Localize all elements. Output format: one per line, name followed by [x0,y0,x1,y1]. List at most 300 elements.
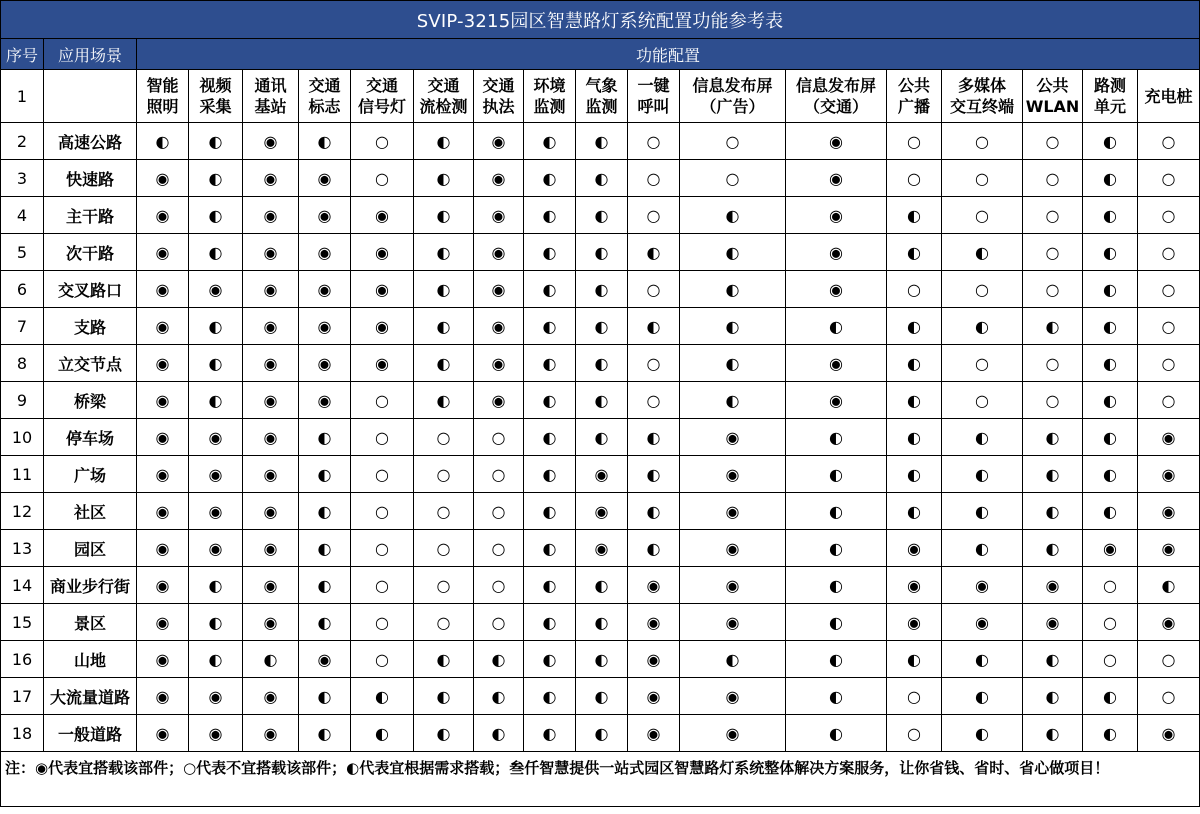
config-mark: ○ [1138,197,1200,234]
config-mark: ◉ [576,456,628,493]
config-mark: ◐ [887,493,942,530]
config-mark: ○ [351,530,414,567]
config-mark: ○ [351,604,414,641]
config-mark: ◐ [680,197,786,234]
config-mark: ○ [1138,382,1200,419]
config-mark: ◐ [414,345,474,382]
config-mark: ◉ [137,160,189,197]
config-mark: ○ [680,123,786,160]
config-mark: ◐ [351,678,414,715]
config-mark: ◐ [942,641,1023,678]
config-mark: ◉ [299,308,351,345]
config-mark: ◉ [189,715,243,752]
config-mark: ◉ [243,271,299,308]
config-mark: ◉ [786,345,887,382]
config-mark: ◉ [243,382,299,419]
config-mark: ◐ [1023,715,1083,752]
config-mark: ◐ [680,308,786,345]
column-header-line2: 广播 [897,97,930,116]
config-mark: ◐ [1023,308,1083,345]
config-header: 功能配置 [137,39,1200,70]
config-mark: ◐ [786,493,887,530]
config-mark: ◐ [786,308,887,345]
config-mark: ◉ [474,271,524,308]
config-mark: ◉ [680,604,786,641]
config-mark: ◐ [1083,715,1138,752]
column-header-line2: 基站 [254,97,287,116]
row-seq: 10 [1,419,44,456]
config-mark: ◉ [299,382,351,419]
config-mark: ◐ [576,567,628,604]
config-mark: ◐ [887,308,942,345]
config-mark: ◉ [474,308,524,345]
column-header-line1: 交通 [482,76,515,95]
config-mark: ◐ [1083,345,1138,382]
config-mark: ◐ [189,567,243,604]
config-mark: ◉ [1083,530,1138,567]
config-mark: ◐ [942,419,1023,456]
config-mark: ○ [628,197,680,234]
row-scene: 广场 [44,456,137,493]
config-mark: ◉ [243,160,299,197]
config-mark: ◉ [137,234,189,271]
config-mark: ◉ [474,345,524,382]
config-mark: ◐ [524,567,576,604]
row-one-number: 1 [1,70,44,123]
config-mark: ◐ [1083,197,1138,234]
config-mark: ◐ [414,715,474,752]
column-header-line2: WLAN [1025,97,1080,116]
config-mark: ◉ [299,641,351,678]
config-mark: ◐ [1023,641,1083,678]
column-header-line1: 环境 [533,76,566,95]
config-mark: ◉ [137,197,189,234]
config-mark: ◐ [786,715,887,752]
config-mark: ◐ [1083,678,1138,715]
table-row [1,715,1200,752]
config-mark: ◐ [299,493,351,530]
table-row [1,604,1200,641]
column-header [524,70,576,123]
config-mark: ◐ [887,419,942,456]
config-mark: ◐ [299,604,351,641]
config-mark: ◉ [243,123,299,160]
table-title: SVIP-3215园区智慧路灯系统配置功能参考表 [1,1,1200,39]
table-row [1,678,1200,715]
config-mark: ○ [474,419,524,456]
column-header [299,70,351,123]
config-mark: ◐ [887,234,942,271]
config-mark: ○ [474,567,524,604]
config-mark: ◐ [1083,456,1138,493]
config-mark: ○ [414,567,474,604]
config-mark: ◐ [887,456,942,493]
config-mark: ◉ [786,382,887,419]
row-scene: 高速公路 [44,123,137,160]
config-mark: ◐ [786,456,887,493]
config-mark: ◉ [137,382,189,419]
config-mark: ◐ [1083,234,1138,271]
column-header-line2: 执法 [482,97,515,116]
config-mark: ◉ [680,715,786,752]
config-mark: ◉ [628,678,680,715]
config-mark: ◐ [414,234,474,271]
config-mark: ○ [1023,234,1083,271]
config-mark: ○ [474,530,524,567]
config-mark: ◐ [942,530,1023,567]
config-mark: ◐ [1023,419,1083,456]
config-mark: ○ [942,160,1023,197]
config-mark: ◉ [786,123,887,160]
column-header-line1: 交通 [427,76,460,95]
config-mark: ◐ [524,456,576,493]
config-mark: ○ [942,382,1023,419]
config-mark: ◐ [576,604,628,641]
config-mark: ◉ [137,715,189,752]
config-mark: ◉ [1138,604,1200,641]
table-row [1,382,1200,419]
config-mark: ◉ [243,715,299,752]
config-mark: ◐ [786,641,887,678]
column-header-line1: 公共 [1036,76,1069,95]
config-mark: ◐ [299,530,351,567]
config-mark: ◉ [137,271,189,308]
column-header [887,70,942,123]
config-mark: ○ [1083,604,1138,641]
config-mark: ◉ [243,604,299,641]
config-mark: ◉ [189,419,243,456]
config-mark: ◐ [299,678,351,715]
config-mark: ◐ [189,197,243,234]
config-mark: ○ [474,604,524,641]
config-mark: ◉ [189,456,243,493]
column-header-line1: 公共 [897,76,930,95]
config-mark: ◐ [680,345,786,382]
config-mark: ◐ [1083,493,1138,530]
config-mark: ○ [628,382,680,419]
config-mark: ◉ [137,308,189,345]
column-header-line1: 充电桩 [1144,86,1193,106]
config-mark: ◐ [414,123,474,160]
seq-header: 序号 [1,39,44,70]
column-header-line2: 呼叫 [637,97,670,116]
column-header [189,70,243,123]
config-mark: ◉ [299,271,351,308]
column-header [474,70,524,123]
config-mark: ◉ [243,493,299,530]
config-mark: ◐ [576,123,628,160]
column-header-line1: 视频 [199,76,232,95]
config-mark: ◐ [786,604,887,641]
row-seq: 17 [1,678,44,715]
config-mark: ○ [942,345,1023,382]
config-mark: ◉ [474,197,524,234]
config-mark: ◐ [474,641,524,678]
column-header [414,70,474,123]
config-mark: ◐ [1083,308,1138,345]
config-mark: ◐ [414,197,474,234]
config-mark: ◉ [680,678,786,715]
config-mark: ◐ [1083,382,1138,419]
config-mark: ◉ [680,493,786,530]
config-mark: ◐ [1083,160,1138,197]
column-header-line2: 单元 [1093,97,1126,116]
config-mark: ◐ [942,234,1023,271]
config-mark: ◐ [942,715,1023,752]
config-mark: ○ [1138,234,1200,271]
row-seq: 7 [1,308,44,345]
config-mark: ◉ [1023,567,1083,604]
column-header [942,70,1023,123]
column-header-line2: 交互终端 [949,97,1014,116]
row-scene: 园区 [44,530,137,567]
config-mark: ◐ [474,678,524,715]
config-mark: ◐ [576,271,628,308]
config-mark: ◉ [786,234,887,271]
row-scene: 桥梁 [44,382,137,419]
config-mark: ◉ [786,271,887,308]
config-mark: ◐ [942,678,1023,715]
config-mark: ◉ [137,604,189,641]
config-mark: ◐ [576,382,628,419]
row-scene: 社区 [44,493,137,530]
config-mark: ○ [1023,197,1083,234]
column-header [786,70,887,123]
column-header [1138,70,1200,123]
column-header-line1: 交通 [365,76,398,95]
config-mark: ◐ [524,530,576,567]
row-seq: 6 [1,271,44,308]
table-row [1,271,1200,308]
config-mark: ◉ [137,419,189,456]
config-mark: ○ [887,160,942,197]
row-seq: 4 [1,197,44,234]
config-mark: ◉ [680,530,786,567]
config-mark: ◉ [1138,419,1200,456]
config-mark: ◐ [628,308,680,345]
config-mark: ◉ [189,271,243,308]
row-scene: 停车场 [44,419,137,456]
row-scene: 快速路 [44,160,137,197]
config-mark: ◉ [786,197,887,234]
column-header-line2: 标志 [308,97,341,116]
row-seq: 11 [1,456,44,493]
column-header-line1: 通讯 [254,76,287,95]
config-mark: ◉ [628,715,680,752]
config-mark: ◉ [680,456,786,493]
table-row [1,641,1200,678]
row-seq: 3 [1,160,44,197]
config-mark: ○ [628,271,680,308]
config-mark: ○ [942,123,1023,160]
config-mark: ○ [680,160,786,197]
config-mark: ◐ [628,530,680,567]
config-mark: ○ [414,493,474,530]
config-mark: ◐ [680,234,786,271]
config-mark: ◉ [351,345,414,382]
column-header-line2: （广告） [700,97,765,116]
config-mark: ◐ [414,160,474,197]
row-seq: 16 [1,641,44,678]
config-mark: ◐ [1083,271,1138,308]
config-mark: ◐ [942,493,1023,530]
config-mark: ◐ [414,678,474,715]
config-mark: ○ [1138,160,1200,197]
column-header [351,70,414,123]
row-seq: 15 [1,604,44,641]
config-mark: ◐ [414,641,474,678]
config-mark: ◐ [524,234,576,271]
table-row [1,419,1200,456]
row-seq: 18 [1,715,44,752]
config-mark: ◉ [680,567,786,604]
config-mark: ◐ [1023,678,1083,715]
row-seq: 2 [1,123,44,160]
config-mark: ◐ [576,419,628,456]
config-mark: ◐ [137,123,189,160]
config-mark: ○ [1138,345,1200,382]
config-mark: ◉ [299,197,351,234]
config-mark: ◉ [137,493,189,530]
config-mark: ◉ [887,567,942,604]
config-mark: ○ [1023,271,1083,308]
row-scene: 次干路 [44,234,137,271]
column-header [243,70,299,123]
config-mark: ◐ [887,197,942,234]
config-mark: ◉ [243,197,299,234]
config-mark: ◐ [189,604,243,641]
config-mark: ◐ [243,641,299,678]
config-mark: ○ [414,604,474,641]
config-mark: ◉ [1023,604,1083,641]
config-mark: ○ [1138,678,1200,715]
config-mark: ◐ [887,641,942,678]
column-header [576,70,628,123]
config-mark: ◉ [1138,493,1200,530]
config-mark: ◐ [524,604,576,641]
config-mark: ◐ [1138,567,1200,604]
config-mark: ◉ [243,308,299,345]
config-mark: ○ [351,419,414,456]
config-mark: ○ [628,123,680,160]
config-mark: ◐ [786,419,887,456]
config-mark: ◉ [628,567,680,604]
config-mark: ○ [414,456,474,493]
column-header-line1: 一键 [637,76,670,95]
config-mark: ◐ [189,641,243,678]
config-mark: ◐ [524,123,576,160]
config-mark: ○ [1023,382,1083,419]
config-mark: ○ [351,382,414,419]
config-mark: ◐ [576,345,628,382]
config-mark: ◉ [351,271,414,308]
config-mark: ○ [351,160,414,197]
config-mark: ◉ [137,530,189,567]
config-mark: ◐ [576,308,628,345]
row-scene: 主干路 [44,197,137,234]
config-mark: ○ [887,715,942,752]
config-mark: ◉ [137,641,189,678]
config-mark: ○ [1023,160,1083,197]
column-header-line2: 流检测 [419,97,468,116]
config-mark: ◐ [189,123,243,160]
config-mark: ◐ [942,308,1023,345]
config-mark: ◉ [243,567,299,604]
config-mark: ◐ [414,271,474,308]
column-header [1023,70,1083,123]
row-scene: 山地 [44,641,137,678]
config-mark: ◉ [1138,530,1200,567]
config-mark: ○ [1083,567,1138,604]
config-mark: ○ [887,678,942,715]
config-mark: ◉ [474,382,524,419]
config-mark: ◐ [786,678,887,715]
config-mark: ○ [1023,123,1083,160]
column-header [137,70,189,123]
config-mark: ◐ [299,567,351,604]
config-mark: ○ [474,456,524,493]
config-mark: ◉ [299,345,351,382]
config-mark: ◐ [1083,419,1138,456]
config-mark: ◐ [414,308,474,345]
empty-scene-cell [44,70,137,123]
config-mark: ◐ [576,715,628,752]
column-header-line1: 交通 [308,76,341,95]
config-mark: ◉ [1138,715,1200,752]
config-mark: ◐ [786,530,887,567]
config-mark: ◐ [576,234,628,271]
table-row [1,345,1200,382]
column-header [1083,70,1138,123]
row-seq: 13 [1,530,44,567]
config-mark: ◐ [680,382,786,419]
column-header-line1: 路测 [1093,76,1126,95]
table-row [1,234,1200,271]
column-header [628,70,680,123]
table-row [1,308,1200,345]
config-mark: ◐ [576,678,628,715]
column-header-line1: 信息发布屏 [692,76,773,95]
column-header [680,70,786,123]
config-mark: ◉ [243,456,299,493]
config-mark: ◉ [189,530,243,567]
config-mark: ◉ [351,234,414,271]
config-mark: ◉ [351,308,414,345]
config-mark: ◐ [524,419,576,456]
config-mark: ◉ [299,160,351,197]
config-mark: ◐ [887,345,942,382]
config-mark: ◐ [628,234,680,271]
config-mark: ◐ [524,678,576,715]
table-row [1,197,1200,234]
config-mark: ◐ [524,308,576,345]
config-mark: ○ [942,197,1023,234]
config-mark: ◐ [680,271,786,308]
config-mark: ○ [351,456,414,493]
config-mark: ○ [1138,308,1200,345]
config-mark: ◉ [137,456,189,493]
config-mark: ◐ [628,419,680,456]
config-mark: ◐ [414,382,474,419]
config-mark: ◉ [887,530,942,567]
config-mark: ◐ [942,456,1023,493]
config-mark: ○ [351,493,414,530]
config-mark: ◉ [243,678,299,715]
config-mark: ◐ [628,493,680,530]
config-mark: ◐ [189,308,243,345]
config-mark: ◐ [299,123,351,160]
row-scene: 商业步行街 [44,567,137,604]
